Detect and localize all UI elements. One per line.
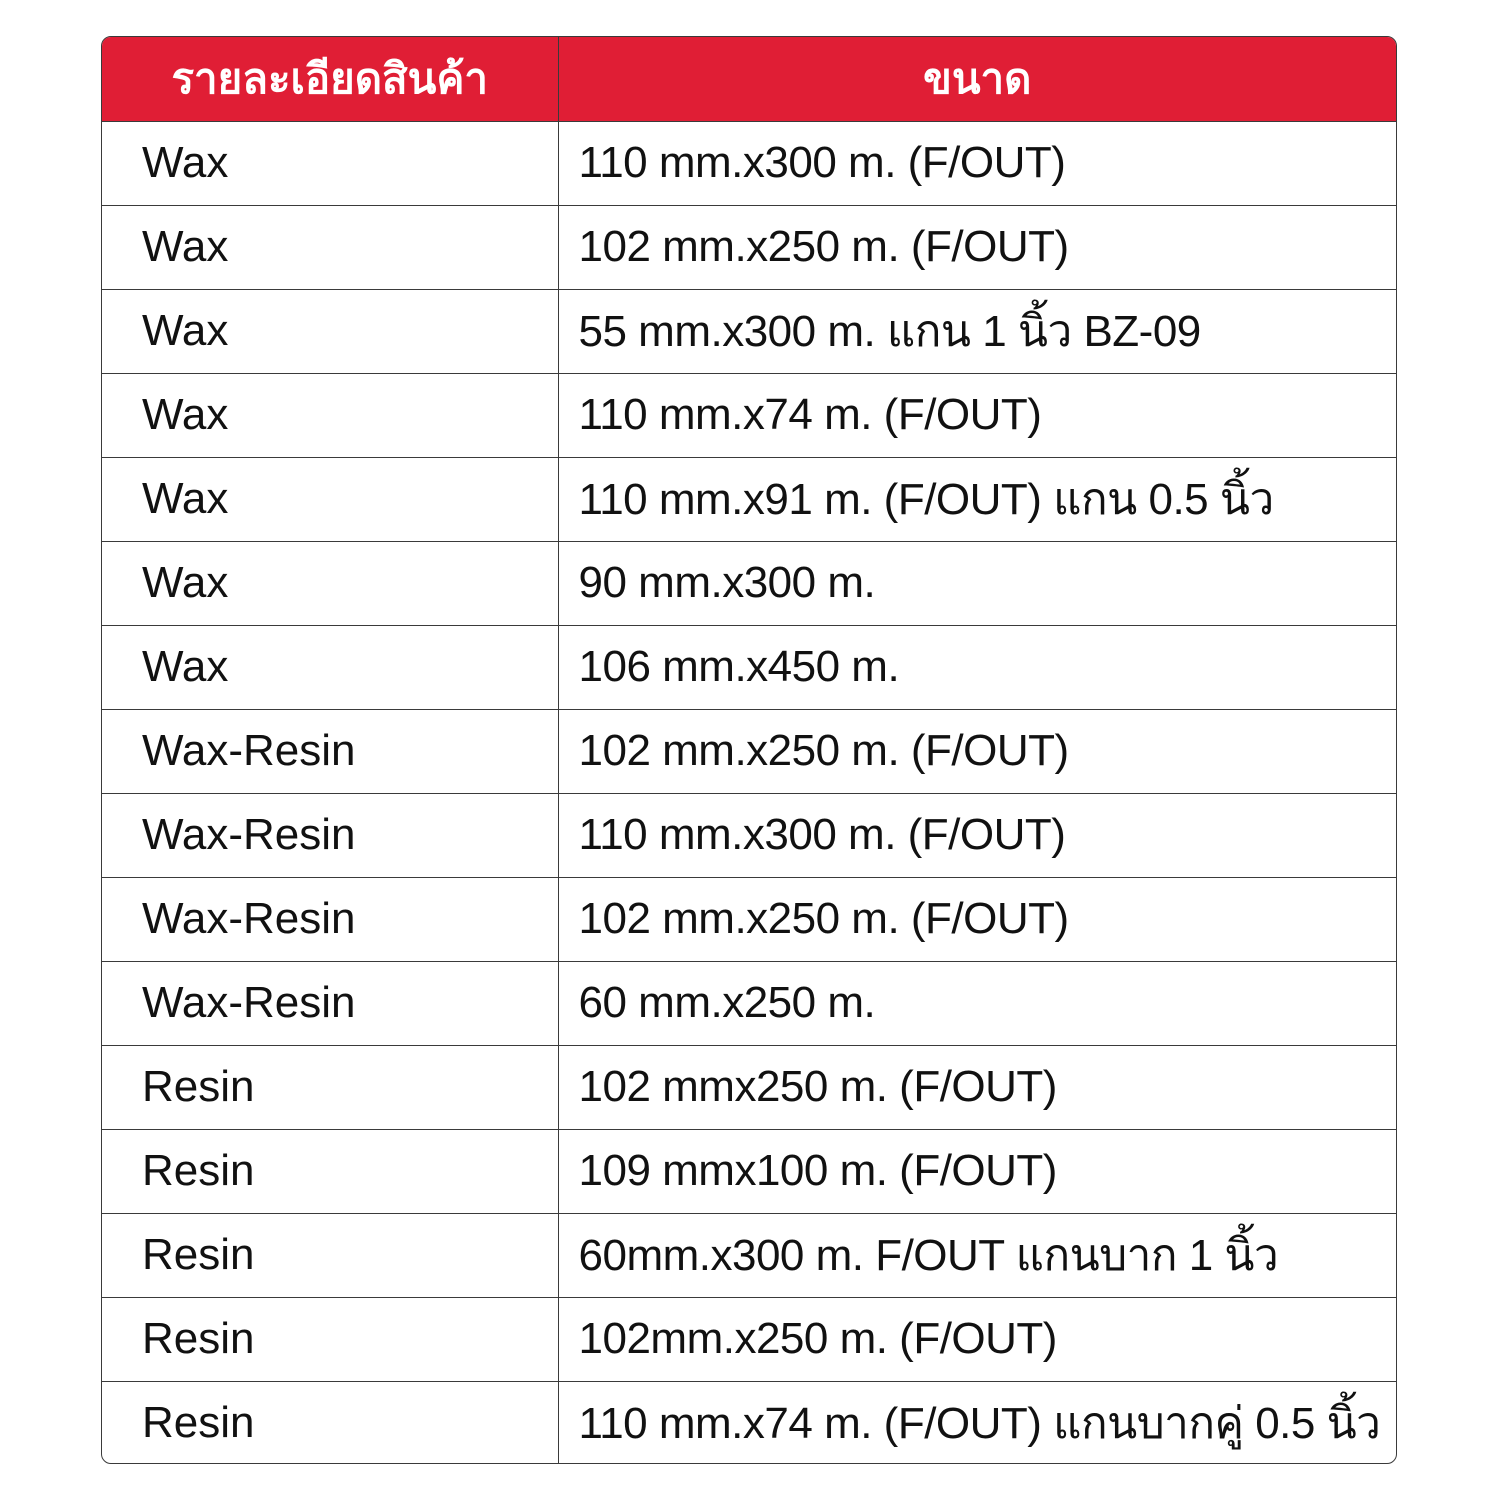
table-row [102,205,1396,289]
table-row [102,625,1396,709]
product-type-cell: Wax [102,289,558,373]
product-type-cell: Wax [102,457,558,541]
table-row [102,457,1396,541]
table-row [102,709,1396,793]
product-type-cell: Wax [102,205,558,289]
product-type-cell: Wax [142,138,229,187]
table-row [102,541,1396,625]
product-type-cell: Wax-Resin [102,793,558,877]
product-type-cell: Resin [102,1213,558,1297]
product-type-cell: Wax-Resin [102,961,558,1045]
table-row [102,1129,1396,1213]
product-size-cell: 90 mm.x300 m. [558,541,1396,625]
product-size-cell: 110 mm.x74 m. (F/OUT) แกนบากคู่ 0.5 นิ้ว [558,1381,1396,1464]
product-size-cell: 102 mm.x250 m. (F/OUT) [558,877,1396,961]
product-size-cell: 102 mmx250 m. (F/OUT) [558,1045,1396,1129]
table-row [102,121,1396,205]
header-description: รายละเอียดสินค้า [102,37,558,121]
product-type-cell: Resin [102,1045,558,1129]
product-size-cell: 110 mm.x91 m. (F/OUT) แกน 0.5 นิ้ว [558,457,1396,541]
product-size-cell: 102 mm.x250 m. (F/OUT) [558,205,1396,289]
product-type-cell: Resin [102,1381,558,1464]
table-row [102,1045,1396,1129]
product-size-cell: 55 mm.x300 m. แกน 1 นิ้ว BZ-09 [558,289,1396,373]
table-header-row [102,37,1396,121]
product-size-cell: 110 mm.x74 m. (F/OUT) [558,373,1396,457]
table-row [102,1297,1396,1381]
table-row [102,877,1396,961]
table-row [102,961,1396,1045]
product-size-cell: 102 mm.x250 m. (F/OUT) [558,709,1396,793]
table-row [102,1381,1396,1464]
product-size-cell: 110 mm.x300 m. (F/OUT) [558,793,1396,877]
product-spec-table [101,36,1397,1464]
product-size-cell: 60 mm.x250 m. [558,961,1396,1045]
product-size-cell: 110 mm.x300 m. (F/OUT) [558,121,1396,205]
product-type-cell: Wax-Resin [102,709,558,793]
product-type-cell: Wax [102,541,558,625]
product-size-cell: 102mm.x250 m. (F/OUT) [558,1297,1396,1381]
table-row [102,289,1396,373]
product-type-cell: Wax-Resin [102,877,558,961]
product-type-cell: Wax [102,373,558,457]
table-row [102,373,1396,457]
table-body [102,121,1396,1464]
spec-table [102,37,1396,1464]
product-type-cell: Wax [102,625,558,709]
product-size-cell: 60mm.x300 m. F/OUT แกนบาก 1 นิ้ว [558,1213,1396,1297]
product-type-cell: Resin [102,1297,558,1381]
product-type-cell: Resin [102,1129,558,1213]
table-row [102,793,1396,877]
table-row [102,1213,1396,1297]
product-size-cell: 109 mmx100 m. (F/OUT) [558,1129,1396,1213]
product-size-cell: 106 mm.x450 m. [558,625,1396,709]
header-size: ขนาด [558,37,1396,121]
